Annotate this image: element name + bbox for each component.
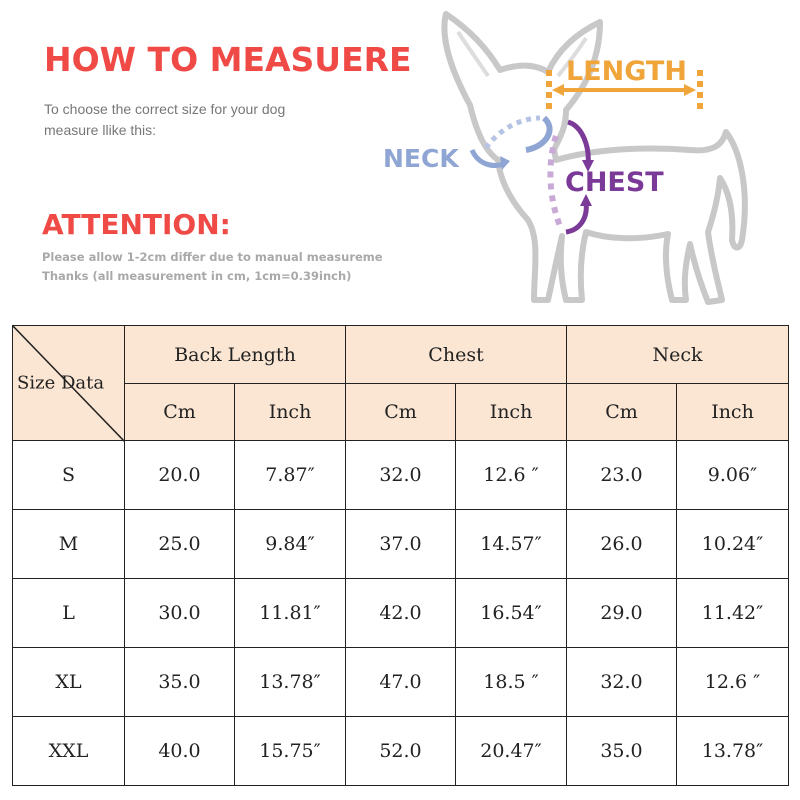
measurement-cell: 12.6 ″ [456, 441, 567, 510]
dog-measurement-diagram [0, 0, 800, 320]
measurement-cell: 32.0 [346, 441, 456, 510]
measurement-cell: 52.0 [346, 717, 456, 786]
measurement-cell: 13.78″ [677, 717, 789, 786]
measurement-cell: 23.0 [567, 441, 677, 510]
measurement-cell: 26.0 [567, 510, 677, 579]
size-cell: XXL [13, 717, 125, 786]
measurement-cell: 32.0 [567, 648, 677, 717]
unit-header: Cm [567, 384, 677, 441]
table-row [13, 441, 789, 510]
corner-label: Size Data [17, 372, 105, 394]
measurement-cell: 40.0 [125, 717, 235, 786]
size-chart-table [12, 325, 789, 786]
measurement-cell: 37.0 [346, 510, 456, 579]
neck-label: NECK [383, 144, 459, 173]
measurement-cell: 16.54″ [456, 579, 567, 648]
measurement-cell: 9.84″ [235, 510, 346, 579]
group-header-neck: Neck [567, 326, 789, 384]
length-label: LENGTH [566, 56, 687, 87]
unit-header: Inch [677, 384, 789, 441]
measurement-cell: 20.0 [125, 441, 235, 510]
attention-line-2: Thanks (all measurement in cm, 1cm=0.39inch) [42, 269, 352, 283]
measurement-cell: 35.0 [125, 648, 235, 717]
measurement-cell: 25.0 [125, 510, 235, 579]
size-cell: XL [13, 648, 125, 717]
chest-curve-top [568, 122, 588, 166]
header-row-groups [13, 326, 789, 384]
unit-header: Cm [346, 384, 456, 441]
measurement-cell: 9.06″ [677, 441, 789, 510]
measurement-cell: 42.0 [346, 579, 456, 648]
instructions-line-1: To choose the correct size for your dog [44, 101, 286, 117]
length-arrow-head-left [552, 84, 564, 96]
chest-dotted-line [550, 136, 560, 226]
measurement-cell: 30.0 [125, 579, 235, 648]
measurement-cell: 10.24″ [677, 510, 789, 579]
measurement-cell: 14.57″ [456, 510, 567, 579]
page-title: HOW TO MEASUERE [44, 40, 412, 79]
measurement-cell: 47.0 [346, 648, 456, 717]
group-header-chest: Chest [346, 326, 567, 384]
corner-cell [13, 326, 125, 441]
header-row-units [13, 384, 789, 441]
table-row [13, 510, 789, 579]
size-cell: S [13, 441, 125, 510]
unit-header: Inch [235, 384, 346, 441]
measurement-cell: 11.42″ [677, 579, 789, 648]
size-cell: M [13, 510, 125, 579]
table-row [13, 717, 789, 786]
measurement-cell: 18.5 ″ [456, 648, 567, 717]
measurement-cell: 20.47″ [456, 717, 567, 786]
chest-label: CHEST [565, 167, 664, 198]
size-cell: L [13, 579, 125, 648]
measurement-cell: 29.0 [567, 579, 677, 648]
table-row [13, 579, 789, 648]
group-header-back-length: Back Length [125, 326, 346, 384]
unit-header: Cm [125, 384, 235, 441]
attention-heading: ATTENTION: [42, 208, 231, 241]
measurement-cell: 12.6 ″ [677, 648, 789, 717]
attention-line-1: Please allow 1-2cm differ due to manual measureme [42, 250, 383, 264]
measurement-cell: 13.78″ [235, 648, 346, 717]
neck-dotted-line [486, 118, 540, 148]
measurement-cell: 35.0 [567, 717, 677, 786]
instructions-line-2: measure llike this: [44, 122, 157, 138]
measurement-cell: 15.75″ [235, 717, 346, 786]
table-row [13, 648, 789, 717]
measurement-cell: 7.87″ [235, 441, 346, 510]
neck-curve [526, 118, 550, 150]
chest-curve-bottom [566, 202, 586, 232]
measurement-cell: 11.81″ [235, 579, 346, 648]
unit-header: Inch [456, 384, 567, 441]
